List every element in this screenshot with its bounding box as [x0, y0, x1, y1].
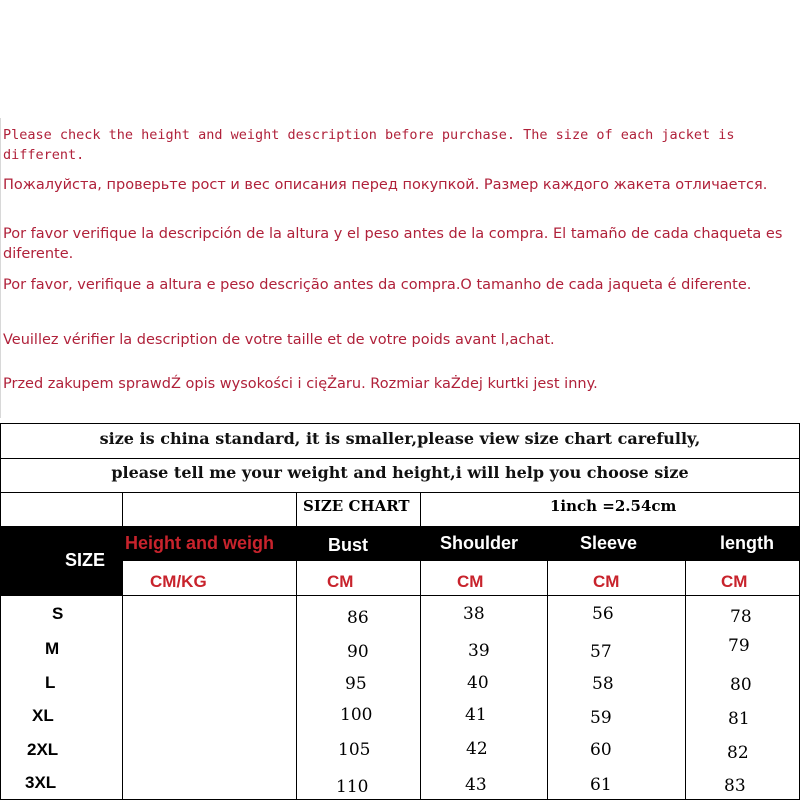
unit-height-weight: CM/KG [150, 572, 207, 591]
sleeve-cell: 57 [590, 642, 612, 662]
length-cell: 79 [728, 636, 750, 656]
table-row [0, 636, 800, 673]
size-standard-banner: size is china standard, it is smaller,please view size chart carefully, [99, 429, 701, 448]
size-chart-label: SIZE CHART [303, 497, 410, 515]
notice-polish: Przed zakupem sprawdŹ opis wysokości i cięŻaru. Rozmiar kaŻdej kurtki jest inny. [3, 376, 598, 392]
sleeve-cell: 61 [590, 775, 612, 795]
col-header-height-weight: Height and weigh [125, 533, 275, 553]
length-cell: 82 [727, 743, 749, 763]
table-rule [0, 595, 800, 596]
left-edge-line [0, 118, 1, 418]
table-row [0, 706, 800, 740]
size-cell: L [45, 673, 56, 692]
table-rule [0, 423, 800, 424]
table-row [0, 673, 800, 707]
col-header-bust: Bust [328, 535, 368, 555]
notice-russian: Пожалуйста, проверьте рост и вес описания перед покупкой. Размер каждого жакета отличается. [3, 177, 768, 193]
size-cell: XL [32, 706, 54, 725]
table-rule [0, 492, 800, 493]
sleeve-cell: 60 [590, 740, 612, 760]
sleeve-cell: 59 [590, 708, 612, 728]
size-cell: 3XL [25, 773, 57, 792]
size-cell: S [52, 604, 64, 623]
bust-cell: 95 [345, 674, 367, 694]
col-header-length: length [720, 533, 774, 553]
unit-sleeve: CM [593, 572, 620, 591]
notice-english: Please check the height and weight description before purchase. The size of each jacket is different. [3, 127, 735, 163]
shoulder-cell: 39 [468, 641, 490, 661]
col-header-sleeve: Sleeve [580, 533, 638, 553]
table-row [0, 604, 800, 638]
length-cell: 83 [724, 776, 746, 796]
bust-cell: 110 [336, 777, 369, 797]
bust-cell: 90 [347, 642, 369, 662]
unit-shoulder: CM [457, 572, 484, 591]
length-cell: 78 [730, 607, 752, 627]
help-choose-banner: please tell me your weight and height,i will help you choose size [111, 463, 689, 482]
sleeve-cell: 56 [592, 604, 614, 624]
table-row [0, 773, 800, 800]
shoulder-cell: 42 [466, 739, 488, 759]
sleeve-cell: 58 [592, 674, 614, 694]
bust-cell: 105 [338, 740, 371, 760]
bust-cell: 100 [340, 705, 373, 725]
unit-length: CM [721, 572, 748, 591]
size-cell: M [45, 639, 60, 658]
shoulder-cell: 38 [463, 604, 485, 624]
length-cell: 80 [730, 675, 752, 695]
length-cell: 81 [728, 709, 750, 729]
table-rule [0, 526, 800, 527]
bust-cell: 86 [347, 608, 369, 628]
unit-bust: CM [327, 572, 354, 591]
shoulder-cell: 40 [467, 673, 489, 693]
col-header-size: SIZE [65, 550, 106, 570]
shoulder-cell: 43 [465, 775, 487, 795]
size-cell: 2XL [27, 740, 59, 759]
notice-portuguese: Por favor, verifique a altura e peso descrição antes da compra.O tamanho de cada jaqueta é diferente. [3, 277, 752, 293]
shoulder-cell: 41 [465, 705, 487, 725]
table-rule [0, 458, 800, 459]
col-header-shoulder: Shoulder [440, 533, 519, 553]
inch-conversion-label: 1inch =2.54cm [550, 497, 677, 515]
notice-spanish: Por favor verifique la descripción de la altura y el peso antes de la compra. El tamaño de cada chaqueta es diferente. [3, 226, 783, 262]
notice-french: Veuillez vérifier la description de votre taille et de votre poids avant l,achat. [3, 332, 555, 348]
table-row [0, 740, 800, 774]
